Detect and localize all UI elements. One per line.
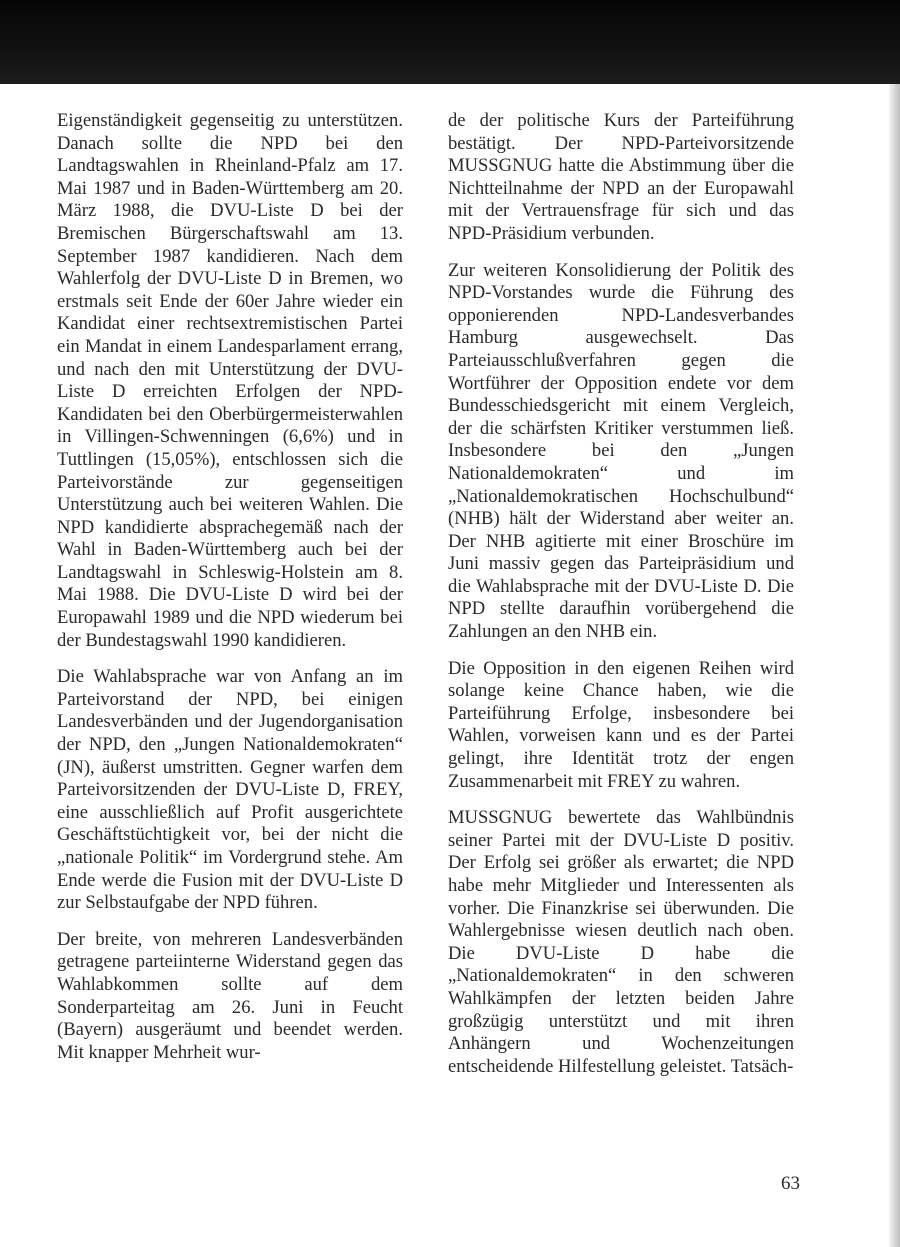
right-paragraph-4: MUSSGNUG bewertete das Wahlbündnis seiner Partei mit der DVU-Liste D positiv. Der Erfolg sei größer als erwartet; die NPD habe mehr Mitglieder und Interessenten als vorher. Die Finanzkrise sei überwunden. Die Wahlergebnisse wiesen deutlich nach oben. Die DVU-Liste D habe die „Nationaldemokraten“ in den schweren Wahlkämpfen der letzten beiden Jahre großzügig unterstützt und mit ihren Anhängern und Wochenzeitungen entscheidende Hilfestellung geleistet. Tatsäch- xyxy=(448,807,794,1077)
right-paragraph-2: Zur weiteren Konsolidierung der Politik des NPD-Vorstandes wurde die Führung des opponierenden NPD-Landesverbandes Hamburg ausgewechselt. Das Parteiausschlußverfahren gegen die Wortführer der Opposition endete vor dem Bundesschiedsgericht mit einem Vergleich, der die schärfsten Kritiker verstummen ließ. Insbesondere bei den „Jungen Nationaldemokraten“ und im „Nationaldemokratischen Hochschulbund“ (NHB) hält der Widerstand aber weiter an. Der NHB agitierte mit einer Broschüre im Juni massiv gegen das Parteipräsidium und die Wahlabsprache mit der DVU-Liste D. Die NPD stellte daraufhin vorübergehend die Zahlungen an den NHB ein. xyxy=(448,259,794,643)
left-paragraph-3: Der breite, von mehreren Landesverbänden getragene parteiinterne Widerstand gegen das Wahlabkommen sollte auf dem Sonderparteitag am 26. Juni in Feucht (Bayern) ausgeräumt und beendet werden. Mit knapper Mehrheit wur- xyxy=(57,928,403,1063)
scan-top-dark-band xyxy=(0,0,900,84)
right-paragraph-3: Die Opposition in den eigenen Reihen wird solange keine Chance haben, wie die Parteiführung Erfolge, insbesondere bei Wahlen, vorweisen kann und es der Partei gelingt, ihre Identität trotz der engen Zusammenarbeit mit FREY zu wahren. xyxy=(448,657,794,792)
right-text-column xyxy=(448,110,794,1092)
left-paragraph-1: Eigenständigkeit gegenseitig zu unterstützen. Danach sollte die NPD bei den Landtagswahlen in Rheinland-Pfalz am 17. Mai 1987 und in Baden-Württemberg am 20. März 1988, die DVU-Liste D bei der Bremischen Bürgerschaftswahl am 13. September 1987 kandidieren. Nach dem Wahlerfolg der DVU-Liste D in Bremen, wo erstmals seit Ende der 60er Jahre wieder ein Kandidat einer rechtsextremistischen Partei ein Mandat in einem Landesparlament errang, und nach den mit Unterstützung der DVU-Liste D erreichten Erfolgen der NPD-Kandidaten bei den Oberbürgermeisterwahlen in Villingen-Schwenningen (6,6%) und in Tuttlingen (15,05%), entschlossen sich die Parteivorstände zur gegenseitigen Unterstützung auch bei weiteren Wahlen. Die NPD kandidierte absprachegemäß nach der Wahl in Baden-Württemberg auch bei der Landtagswahl in Schleswig-Holstein am 8. Mai 1988. Die DVU-Liste D wird bei der Europawahl 1989 und die NPD wiederum bei der Bundestagswahl 1990 kandidieren. xyxy=(57,110,403,651)
left-paragraph-2: Die Wahlabsprache war von Anfang an im Parteivorstand der NPD, bei einigen Landesverbänden und der Jugendorganisation der NPD, den „Jungen Nationaldemokraten“ (JN), äußerst umstritten. Gegner warfen dem Parteivorsitzenden der DVU-Liste D, FREY, eine ausschließlich auf Profit ausgerichtete Geschäftstüchtigkeit vor, bei der nicht die „nationale Politik“ im Vordergrund stehe. Am Ende werde die Fusion mit der DVU-Liste D zur Selbstaufgabe der NPD führen. xyxy=(57,666,403,914)
page-number: 63 xyxy=(781,1173,800,1194)
scan-right-edge-shadow xyxy=(889,84,900,1247)
left-text-column xyxy=(57,110,403,1078)
right-paragraph-1: de der politische Kurs der Parteiführung bestätigt. Der NPD-Parteivorsitzende MUSSGNUG hatte die Abstimmung über die Nichtteilnahme der NPD an der Europawahl mit der Vertrauensfrage für sich und das NPD-Präsidium verbunden. xyxy=(448,110,794,244)
